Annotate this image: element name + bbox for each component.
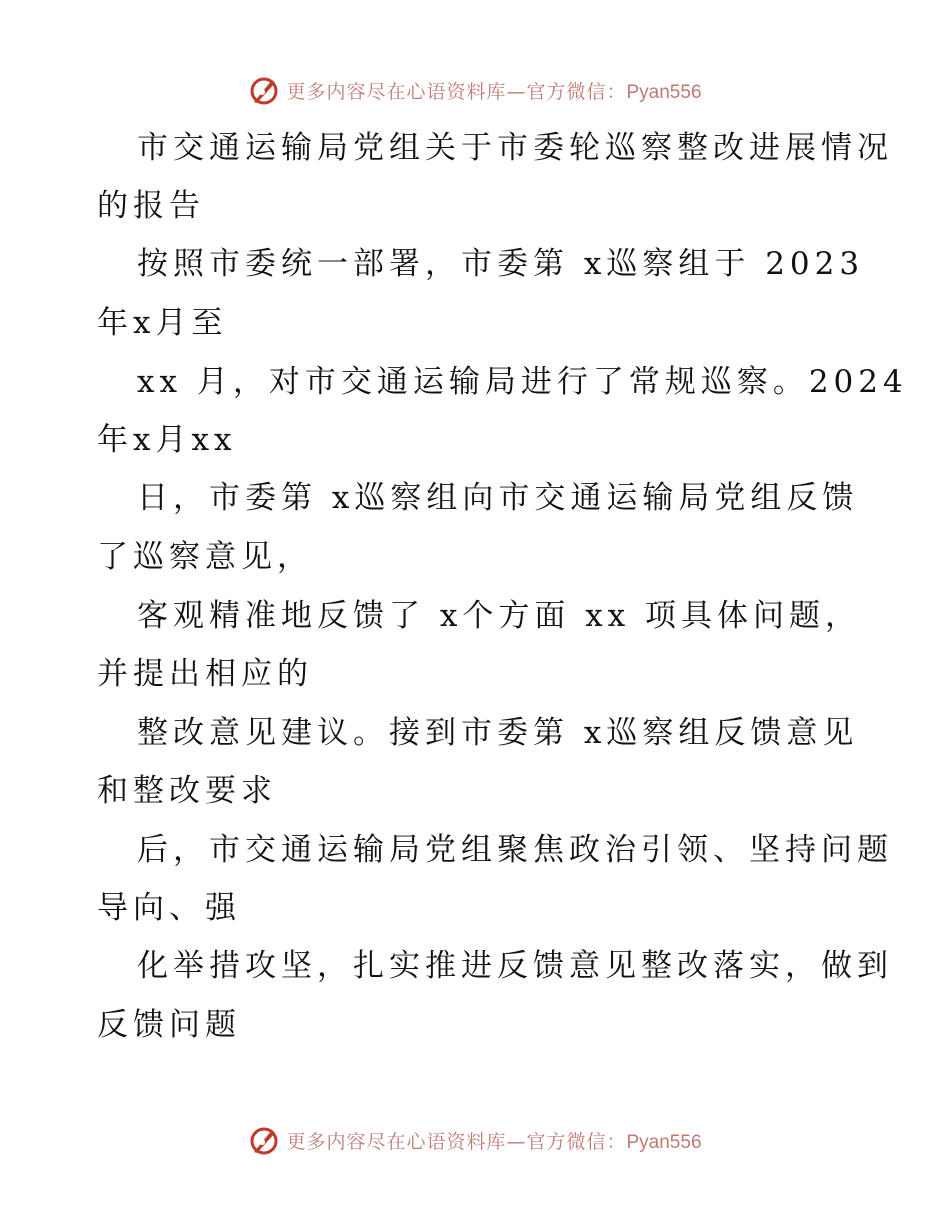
paragraph-line: 客观精准地反馈了 x个方面 xx 项具体问题， (137, 598, 862, 634)
wechat-id: Pyan556 (626, 1131, 702, 1153)
title-line-1: 市交通运输局党组关于市委轮巡察整改进展情况 (137, 130, 893, 166)
paragraph-line: 整改意见建议。接到市委第 x巡察组反馈意见 (137, 715, 859, 751)
paragraph-line: 按照市委统一部署，市委第 x巡察组于 2023 (137, 246, 865, 282)
paragraph-line: 并提出相应的 (97, 656, 313, 692)
watermark-banner-bottom (0, 1120, 950, 1160)
wechat-id: Pyan556 (626, 81, 702, 103)
title-line-2: 的报告 (97, 188, 205, 224)
paragraph-line: 和整改要求 (97, 773, 277, 809)
quill-seal-icon (248, 1124, 280, 1156)
paragraph-line: xx 月，对市交通运输局进行了常规巡察。2024 (137, 364, 908, 400)
watermark-text: 更多内容尽在心语资料库—官方微信：Pyan556 (286, 80, 702, 103)
paragraph-line: 年x月至 (97, 305, 228, 341)
paragraph-line: 后，市交通运输局党组聚焦政治引领、坚持问题 (137, 832, 893, 868)
quill-seal-icon (248, 74, 280, 106)
paragraph-line: 反馈问题 (97, 1007, 241, 1043)
paragraph-line: 年x月xx (97, 422, 237, 458)
paragraph-line: 了巡察意见， (97, 539, 313, 575)
watermark-text: 更多内容尽在心语资料库—官方微信：Pyan556 (286, 1130, 702, 1153)
paragraph-line: 日，市委第 x巡察组向市交通运输局党组反馈 (137, 480, 859, 516)
paragraph-line: 导向、强 (97, 890, 241, 926)
paragraph-line: 化举措攻坚，扎实推进反馈意见整改落实，做到 (137, 948, 893, 984)
watermark-banner-top (0, 70, 950, 110)
